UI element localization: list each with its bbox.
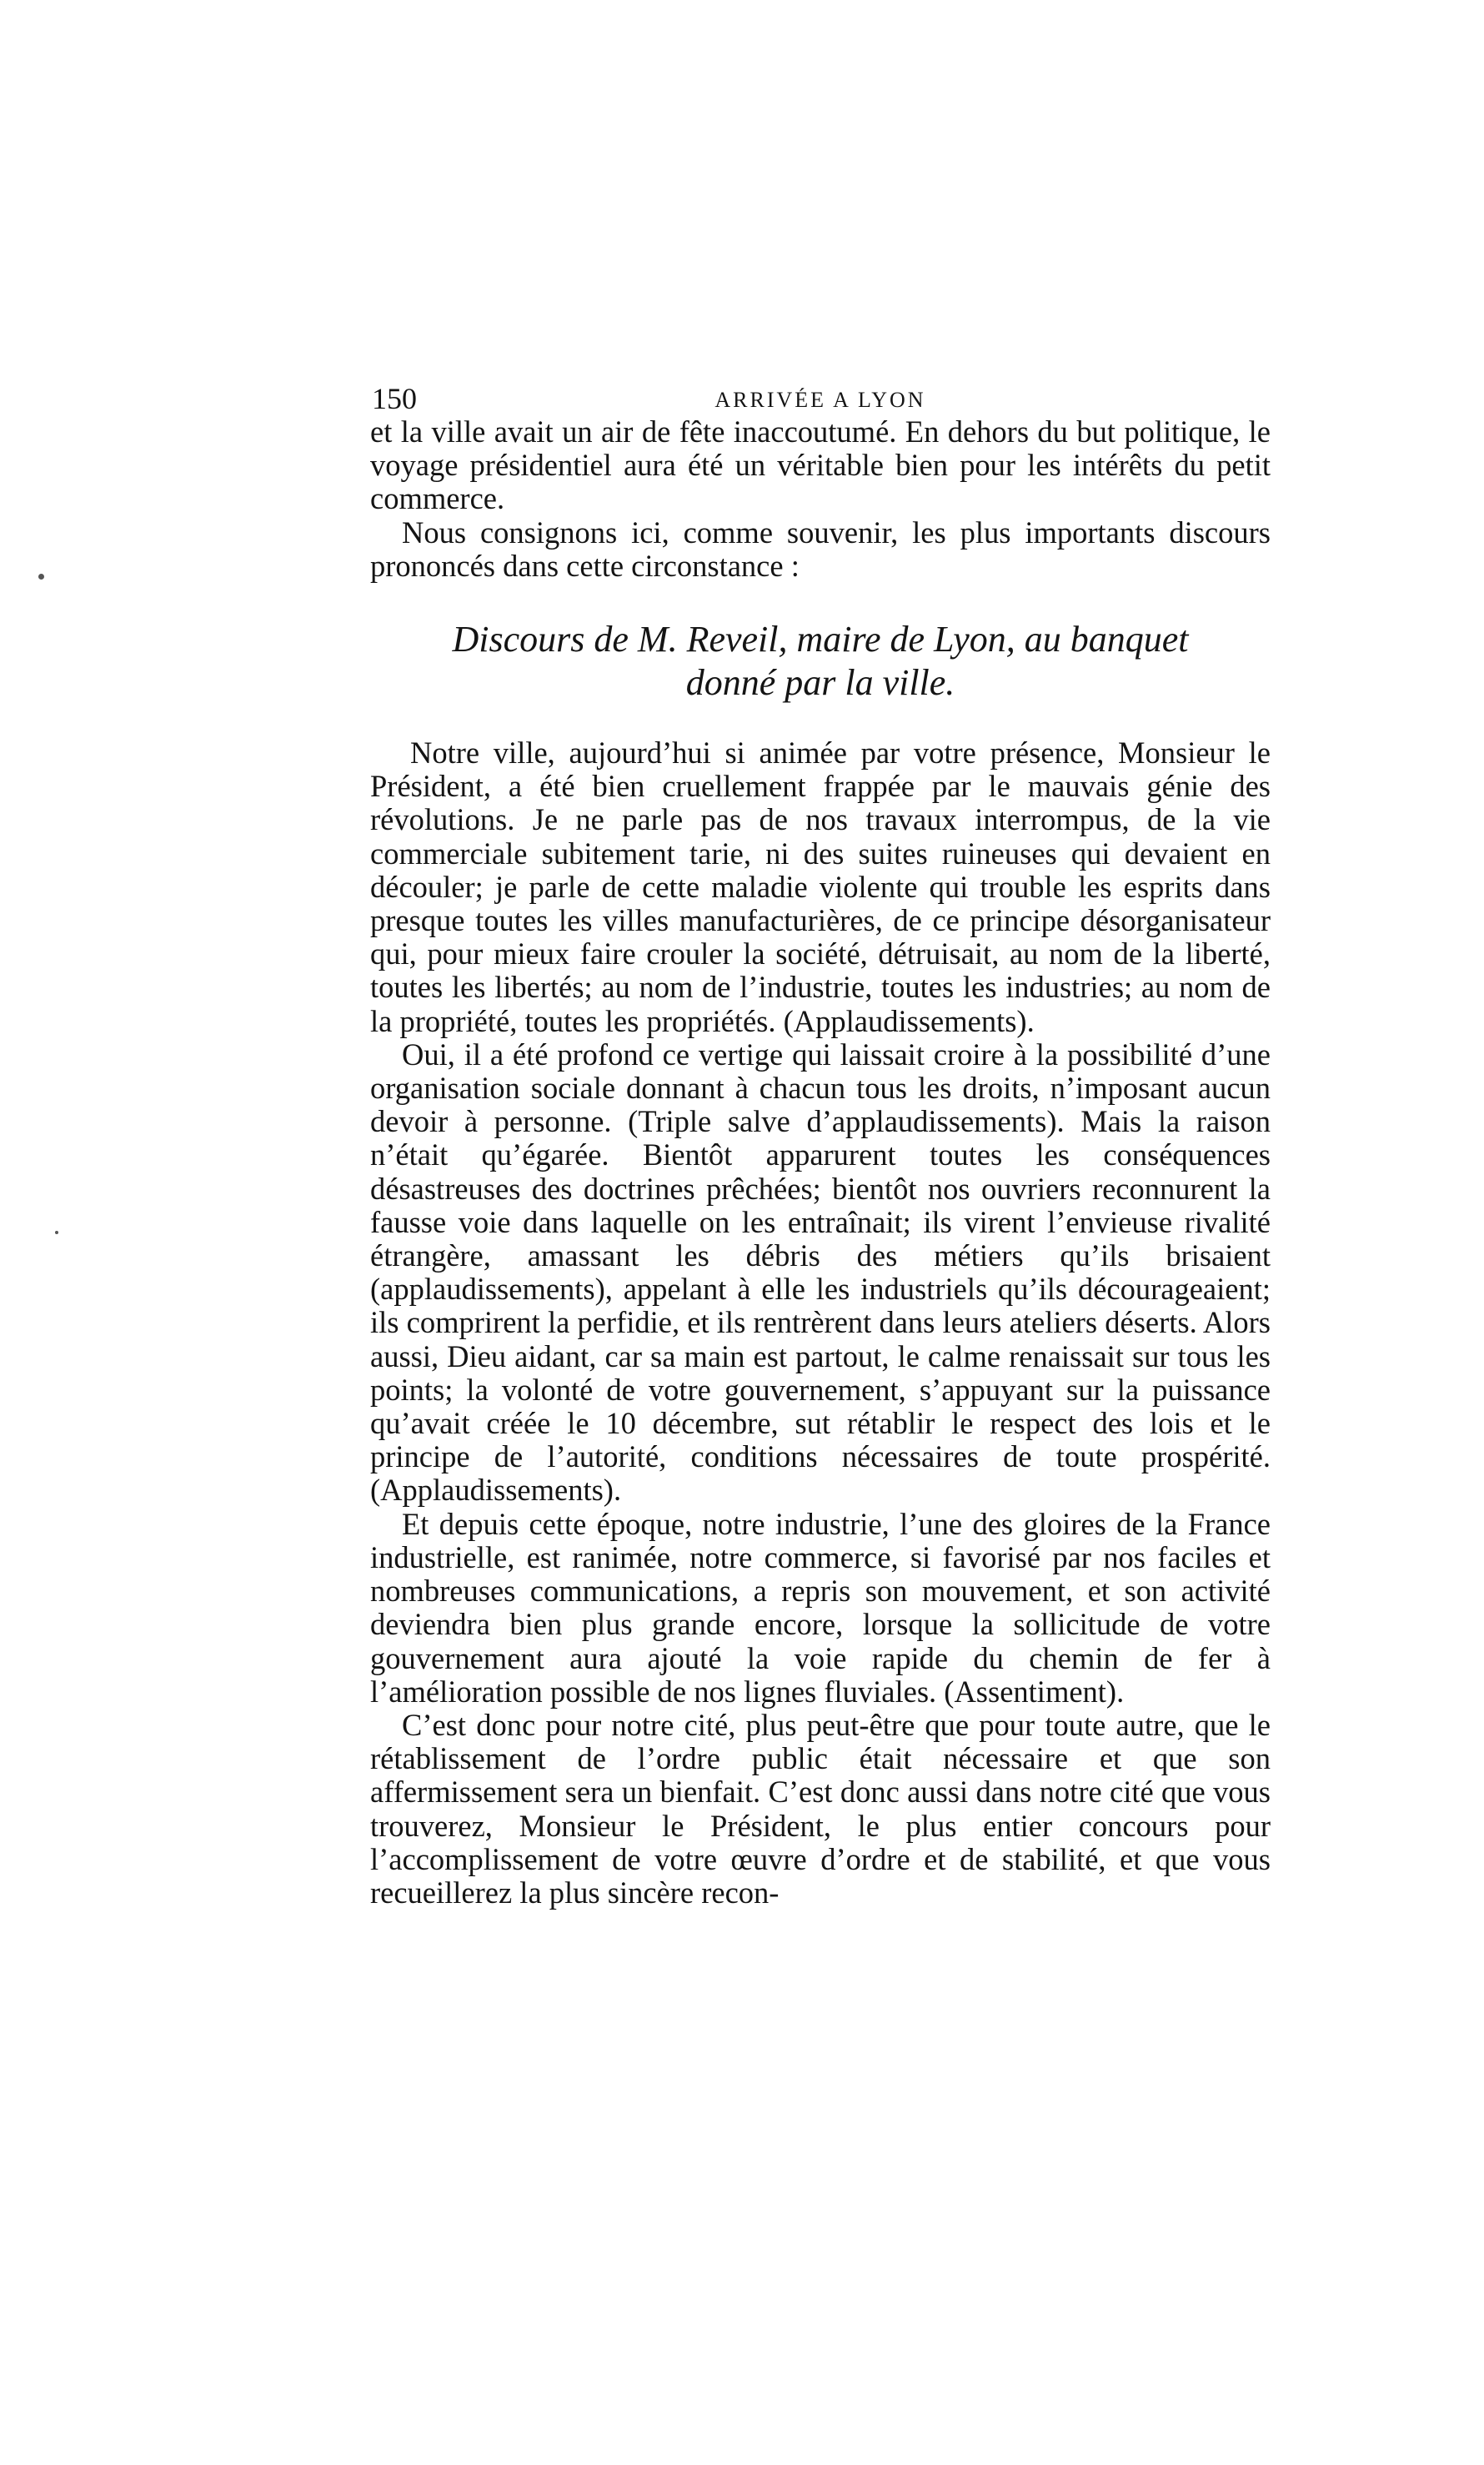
intro-paragraph: et la ville avait un air de fête inaccoutumé. En dehors du but politique, le voyage présidentiel aura été un véritable bien pour les intérêts du petit commerce.: [370, 414, 1271, 516]
speech-heading-line: Discours de M. Reveil, maire de Lyon, au banquet: [452, 619, 1189, 660]
speech-heading: [370, 618, 1271, 705]
speech-paragraph: C’est donc pour notre cité, plus peut-être que pour toute autre, que le rétablissement de l’ordre public était nécessaire et que son affermissement sera un bienfait. C’est donc aussi dans notre cité que vous trouverez, Monsieur le Président, le plus entier concours pour l’accomplissement de votre œuvre d’ordre et de stabilité, et que vous recueillerez la plus sincère recon-: [370, 1707, 1271, 1910]
page-number: 150: [372, 382, 417, 415]
margin-speck: [55, 1231, 58, 1234]
margin-speck: [38, 574, 44, 580]
speech-paragraph: Et depuis cette époque, notre industrie, l’une des gloires de la France industrielle, est ranimée, notre commerce, si favorisé par nos faciles et nombreuses communications, a repris son mouvement, et son activité deviendra bien plus grande encore, lorsque la sollicitude de votre gouvernement aura ajouté la voie rapide du chemin de fer à l’amélioration possible de nos lignes fluviales. (Assentiment).: [370, 1506, 1271, 1709]
running-title: ARRIVÉE A LYON: [714, 388, 926, 412]
speech-body: [370, 736, 1271, 1910]
running-header: [370, 382, 1271, 415]
intro-paragraph: Nous consignons ici, comme souvenir, les plus importants discours prononcés dans cette circonstance :: [370, 515, 1271, 583]
intro-section: [370, 415, 1271, 583]
book-page: [370, 382, 1271, 1910]
speech-paragraph: Oui, il a été profond ce vertige qui laissait croire à la possibilité d’une organisation sociale donnant à chacun tous les droits, n’imposant aucun devoir à personne. (Triple salve d’applaudissements). Mais la raison n’était qu’égarée. Bientôt apparurent toutes les conséquences désastreuses des doctrines prêchées; bientôt nos ouvriers reconnurent la fausse voie dans laquelle on les entraînait; ils virent l’envieuse rivalité étrangère, amassant les débris des métiers qu’ils brisaient (applaudissements), appelant à elle les industriels qu’ils décourageaient; ils comprirent la perfidie, et ils rentrèrent dans leurs ateliers déserts. Alors aussi, Dieu aidant, car sa main est partout, le calme renaissait sur tous les points; la volonté de votre gouvernement, s’appuyant sur la puissance qu’avait créée le 10 décembre, sut rétablir le respect des lois et le principe de l’autorité, conditions nécessaires de toute prospérité. (Applaudissements).: [370, 1037, 1271, 1508]
speech-paragraph: Notre ville, aujourd’hui si animée par votre présence, Monsieur le Président, a été bien cruellement frappée par le mauvais génie des révolutions. Je ne parle pas de nos travaux interrompus, de la vie commerciale subitement tarie, ni des suites ruineuses qui devaient en découler; je parle de cette maladie violente qui trouble les esprits dans presque toutes les villes manufacturières, de ce principe désorganisateur qui, pour mieux faire crouler la société, détruisait, au nom de la liberté, toutes les libertés; au nom de l’industrie, toutes les industries; au nom de la propriété, toutes les propriétés. (Applaudissements).: [370, 735, 1271, 1038]
speech-heading-line: donné par la ville.: [685, 662, 955, 704]
